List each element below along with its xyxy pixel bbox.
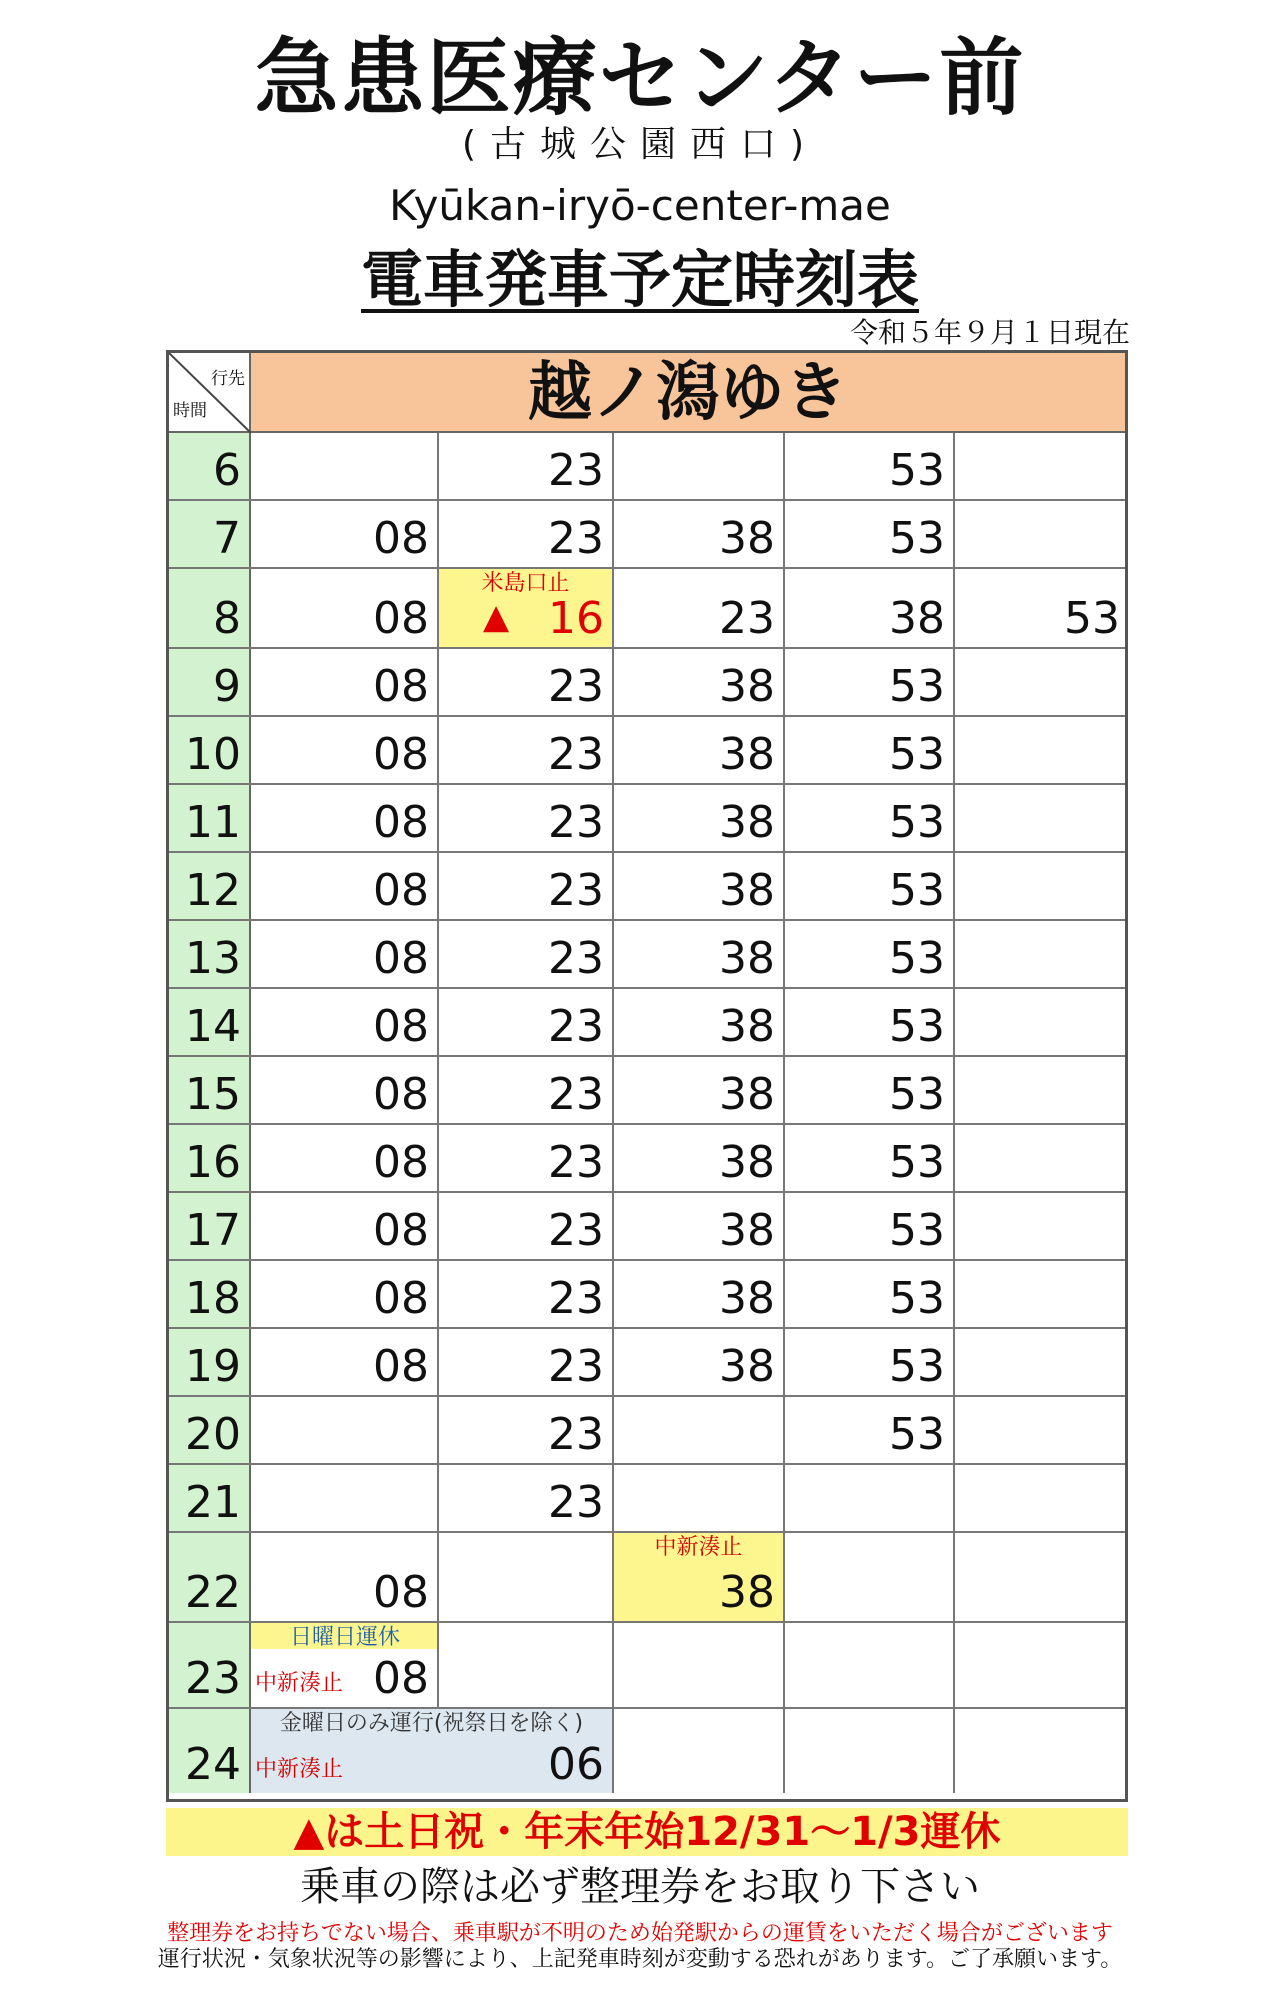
timetable-row <box>169 785 1125 853</box>
hour-cell <box>169 1709 251 1793</box>
hour-cell <box>169 1465 251 1531</box>
minute-cell <box>614 785 785 851</box>
minute-cell <box>439 501 614 567</box>
hour-cell <box>169 717 251 783</box>
departure-minute: 08 <box>373 1001 429 1052</box>
hour-cell <box>169 1261 251 1327</box>
departure-minute: 53 <box>889 729 945 780</box>
hour-label: 15 <box>185 1069 241 1120</box>
departure-minute: 23 <box>548 1341 604 1392</box>
minute-cell <box>614 433 785 499</box>
timetable-row <box>169 1329 1125 1397</box>
minute-cell <box>785 1125 955 1191</box>
minute-cell <box>955 1709 1128 1793</box>
departure-minute: 53 <box>889 445 945 496</box>
hour-cell <box>169 1057 251 1123</box>
fine-print-fare: 整理券をお持ちでない場合、乗車駅が不明のため始発駅からの運賃をいただく場合がございます <box>167 1921 1113 1946</box>
triangle-mark-icon: ▲ <box>483 597 510 637</box>
timetable-row <box>169 433 1125 501</box>
hour-cell <box>169 1193 251 1259</box>
hour-label: 6 <box>213 445 241 496</box>
service-note: 金曜日のみ運行(祝祭日を除く) <box>279 1711 584 1736</box>
hour-cell <box>169 921 251 987</box>
departure-minute: 08 <box>373 865 429 916</box>
minute-cell <box>614 1125 785 1191</box>
minute-cell <box>614 853 785 919</box>
departure-minute: 38 <box>719 513 775 564</box>
minute-cell <box>785 785 955 851</box>
departure-minute: 53 <box>889 513 945 564</box>
minute-cell <box>251 649 439 715</box>
hour-label: 23 <box>185 1653 241 1704</box>
service-note: 中新湊止 <box>654 1535 743 1560</box>
hour-label: 24 <box>185 1739 241 1790</box>
departure-minute: 53 <box>889 1409 945 1460</box>
minute-cell <box>955 569 1128 647</box>
minute-cell <box>785 1465 955 1531</box>
departure-minute: 08 <box>373 1567 429 1618</box>
departure-minute: 08 <box>373 661 429 712</box>
departure-minute: 38 <box>889 593 945 644</box>
minute-cell <box>785 1057 955 1123</box>
service-note: 米島口止 <box>481 571 570 596</box>
departure-minute: 08 <box>373 933 429 984</box>
minute-cell <box>785 433 955 499</box>
minute-cell <box>251 1465 439 1531</box>
departure-minute: 23 <box>719 593 775 644</box>
timetable-row <box>169 989 1125 1057</box>
hour-cell <box>169 853 251 919</box>
minute-cell <box>251 1261 439 1327</box>
minute-cell <box>251 569 439 647</box>
hour-cell <box>169 649 251 715</box>
minute-cell <box>955 785 1128 851</box>
minute-cell <box>614 921 785 987</box>
timetable-row <box>169 1465 1125 1533</box>
corner-header <box>169 353 251 433</box>
document-title-text: 電車発車予定時刻表 <box>360 243 919 316</box>
departure-minute: 23 <box>548 1137 604 1188</box>
station-name: 急患医療センター前 <box>254 29 1026 127</box>
corner-destination-label: 行先 <box>211 369 245 389</box>
minute-cell <box>955 1125 1128 1191</box>
hour-label: 22 <box>185 1567 241 1618</box>
hour-label: 18 <box>185 1273 241 1324</box>
departure-minute: 38 <box>719 1205 775 1256</box>
hour-label: 19 <box>185 1341 241 1392</box>
minute-cell <box>251 1709 614 1793</box>
departure-minute: 38 <box>719 729 775 780</box>
minute-cell <box>785 989 955 1055</box>
timetable-row <box>169 1057 1125 1125</box>
minute-cell <box>614 1623 785 1707</box>
hour-cell <box>169 1623 251 1707</box>
minute-cell <box>439 785 614 851</box>
minute-cell <box>251 1193 439 1259</box>
hour-cell <box>169 1125 251 1191</box>
minute-cell <box>955 1465 1128 1531</box>
timetable-row <box>169 1397 1125 1465</box>
hour-label: 7 <box>213 513 241 564</box>
departure-minute: 23 <box>548 445 604 496</box>
minute-cell <box>785 853 955 919</box>
minute-cell <box>785 717 955 783</box>
station-romaji: Kyūkan-iryō-center-mae <box>389 181 891 230</box>
minute-cell <box>439 853 614 919</box>
departure-minute: 53 <box>1064 593 1120 644</box>
hour-cell <box>169 569 251 647</box>
departure-minute: 08 <box>373 797 429 848</box>
minute-cell <box>251 785 439 851</box>
timetable-row <box>169 649 1125 717</box>
timetable-row <box>169 1533 1125 1623</box>
minute-cell <box>439 1397 614 1463</box>
departure-minute: 23 <box>548 1205 604 1256</box>
hour-cell <box>169 433 251 499</box>
minute-cell <box>614 1709 785 1793</box>
minute-cell <box>251 853 439 919</box>
minute-cell <box>251 1329 439 1395</box>
departure-minute: 16 <box>548 593 604 644</box>
departure-minute: 08 <box>373 1273 429 1324</box>
departure-minute: 53 <box>889 1137 945 1188</box>
minute-cell <box>251 1125 439 1191</box>
minute-cell <box>439 569 614 647</box>
hour-label: 20 <box>185 1409 241 1460</box>
departure-minute: 23 <box>548 1069 604 1120</box>
departure-minute: 53 <box>889 1001 945 1052</box>
minute-cell <box>955 853 1128 919</box>
minute-cell <box>614 569 785 647</box>
departure-minute: 08 <box>373 1653 429 1704</box>
minute-cell <box>251 1057 439 1123</box>
minute-cell <box>439 649 614 715</box>
hour-cell <box>169 1329 251 1395</box>
hour-label: 17 <box>185 1205 241 1256</box>
hour-label: 14 <box>185 1001 241 1052</box>
timetable-row <box>169 501 1125 569</box>
departure-minute: 08 <box>373 1137 429 1188</box>
minute-cell <box>614 1261 785 1327</box>
minute-cell <box>785 1261 955 1327</box>
minute-cell <box>785 1329 955 1395</box>
departure-minute: 23 <box>548 729 604 780</box>
minute-cell <box>785 1533 955 1621</box>
departure-minute: 53 <box>889 933 945 984</box>
minute-cell <box>439 433 614 499</box>
departure-minute: 08 <box>373 729 429 780</box>
minute-cell <box>439 1261 614 1327</box>
minute-cell <box>614 1057 785 1123</box>
hour-label: 10 <box>185 729 241 780</box>
hour-label: 12 <box>185 865 241 916</box>
minute-cell <box>439 1193 614 1259</box>
hour-label: 21 <box>185 1477 241 1528</box>
minute-cell <box>955 433 1128 499</box>
departure-minute: 23 <box>548 661 604 712</box>
minute-cell <box>955 1057 1128 1123</box>
minute-cell <box>614 501 785 567</box>
minute-cell <box>251 1533 439 1621</box>
destination-header: 越ノ潟ゆき <box>251 353 1125 433</box>
hour-label: 11 <box>185 797 241 848</box>
departure-minute: 23 <box>548 865 604 916</box>
departure-minute: 38 <box>719 1567 775 1618</box>
departure-minute: 38 <box>719 1137 775 1188</box>
minute-cell <box>955 501 1128 567</box>
effective-date: 令和５年９月１日現在 <box>849 316 1130 349</box>
minute-cell <box>251 1397 439 1463</box>
timetable-row <box>169 1623 1125 1709</box>
timetable-row <box>169 1125 1125 1193</box>
minute-cell <box>785 1397 955 1463</box>
hour-label: 13 <box>185 933 241 984</box>
departure-minute: 08 <box>373 1341 429 1392</box>
departure-minute: 23 <box>548 797 604 848</box>
departure-minute: 38 <box>719 865 775 916</box>
minute-cell <box>251 989 439 1055</box>
hour-cell <box>169 989 251 1055</box>
timetable-row <box>169 1261 1125 1329</box>
timetable-row <box>169 921 1125 989</box>
timetable-row <box>169 1709 1125 1793</box>
fine-print-delay: 運行状況・気象状況等の影響により、上記発車時刻が変動する恐れがあります。ご了承願います。 <box>157 1947 1123 1972</box>
minute-cell <box>785 921 955 987</box>
minute-cell <box>955 1533 1128 1621</box>
minute-cell <box>614 1397 785 1463</box>
departure-minute: 53 <box>889 1069 945 1120</box>
minute-cell <box>251 433 439 499</box>
departure-minute: 38 <box>719 1341 775 1392</box>
minute-cell <box>251 717 439 783</box>
minute-cell <box>614 1193 785 1259</box>
minute-cell <box>785 1709 955 1793</box>
departure-minute: 38 <box>719 1273 775 1324</box>
corner-time-label: 時間 <box>173 401 207 421</box>
minute-cell <box>251 501 439 567</box>
departure-minute: 08 <box>373 593 429 644</box>
minute-cell <box>955 1397 1128 1463</box>
minute-cell <box>251 921 439 987</box>
minute-cell <box>439 1465 614 1531</box>
hour-label: 9 <box>213 661 241 712</box>
timetable-row <box>169 717 1125 785</box>
departure-minute: 23 <box>548 933 604 984</box>
departure-minute: 06 <box>548 1739 604 1790</box>
minute-cell <box>439 1125 614 1191</box>
minute-cell <box>614 1465 785 1531</box>
minute-cell <box>955 649 1128 715</box>
minute-cell <box>955 717 1128 783</box>
departure-minute: 08 <box>373 1069 429 1120</box>
minute-cell <box>251 1623 439 1707</box>
timetable-row <box>169 569 1125 649</box>
minute-cell <box>439 1623 614 1707</box>
minute-cell <box>614 1329 785 1395</box>
departure-minute: 38 <box>719 797 775 848</box>
departure-minute: 23 <box>548 1273 604 1324</box>
minute-cell <box>439 1329 614 1395</box>
departure-minute: 53 <box>889 1273 945 1324</box>
departure-minute: 38 <box>719 661 775 712</box>
hour-cell <box>169 1397 251 1463</box>
minute-cell <box>955 1193 1128 1259</box>
hour-label: 8 <box>213 593 241 644</box>
diagonal-line-icon <box>169 353 251 433</box>
timetable <box>166 350 1128 1802</box>
minute-cell <box>955 989 1128 1055</box>
departure-minute: 38 <box>719 1001 775 1052</box>
document-title <box>0 242 1280 318</box>
departure-minute: 53 <box>889 865 945 916</box>
timetable-row <box>169 853 1125 921</box>
minute-cell <box>439 989 614 1055</box>
hour-cell <box>169 1533 251 1621</box>
minute-cell <box>955 921 1128 987</box>
departure-minute: 53 <box>889 661 945 712</box>
minute-cell <box>439 717 614 783</box>
departure-minute: 08 <box>373 1205 429 1256</box>
hour-label: 16 <box>185 1137 241 1188</box>
departure-minute: 08 <box>373 513 429 564</box>
timetable-row <box>169 1193 1125 1261</box>
minute-cell <box>785 1623 955 1707</box>
minute-cell <box>614 717 785 783</box>
departure-minute: 53 <box>889 1205 945 1256</box>
terminus-note: 中新湊止 <box>255 1757 344 1782</box>
departure-minute: 53 <box>889 797 945 848</box>
departure-minute: 53 <box>889 1341 945 1392</box>
minute-cell <box>614 1533 785 1621</box>
minute-cell <box>955 1329 1128 1395</box>
departure-minute: 23 <box>548 513 604 564</box>
minute-cell <box>785 501 955 567</box>
departure-minute: 23 <box>548 1477 604 1528</box>
departure-minute: 23 <box>548 1001 604 1052</box>
terminus-note: 中新湊止 <box>255 1671 344 1696</box>
departure-minute: 38 <box>719 1069 775 1120</box>
minute-cell <box>955 1261 1128 1327</box>
hour-cell <box>169 785 251 851</box>
minute-cell <box>785 649 955 715</box>
hour-cell <box>169 501 251 567</box>
suspension-note: ▲は土日祝・年末年始12/31～1/3運休 <box>166 1808 1128 1856</box>
minute-cell <box>785 569 955 647</box>
departure-minute: 38 <box>719 933 775 984</box>
minute-cell <box>785 1193 955 1259</box>
departure-minute: 23 <box>548 1409 604 1460</box>
ticket-notice: 乗車の際は必ず整理券をお取り下さい <box>300 1864 980 1910</box>
station-subname: (古城公園西口) <box>461 124 819 165</box>
minute-cell <box>614 649 785 715</box>
service-note: 日曜日運休 <box>289 1625 400 1650</box>
minute-cell <box>439 921 614 987</box>
minute-cell <box>439 1057 614 1123</box>
minute-cell <box>955 1623 1128 1707</box>
minute-cell <box>614 989 785 1055</box>
minute-cell <box>439 1533 614 1621</box>
